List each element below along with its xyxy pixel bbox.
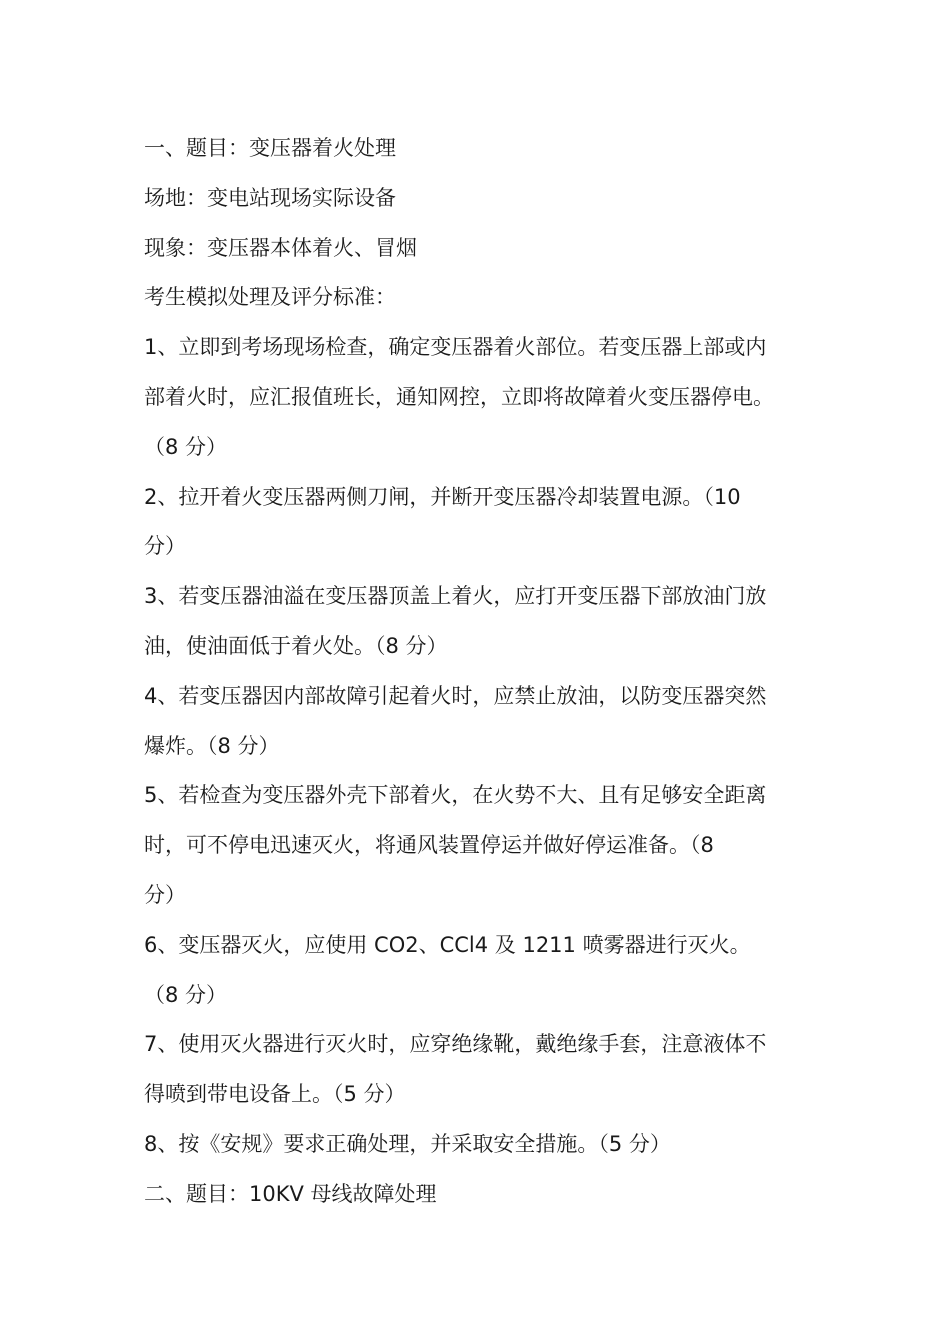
item-7-line-1: 7、使用灭火器进行灭火时，应穿绝缘靴，戴绝缘手套，注意液体不 [144, 1032, 767, 1057]
item-2-line-1: 2、拉开着火变压器两侧刀闸，并断开变压器冷却装置电源。（10 [144, 484, 741, 509]
phenomenon-line: 现象：变压器本体着火、冒烟 [144, 235, 417, 260]
item-1-line-2: 部着火时，应汇报值班长，通知网控，立即将故障着火变压器停电。 [144, 384, 774, 409]
item-6-line-1: 6、变压器灭火，应使用 CO2、CCl4 及 1211 喷雾器进行灭火。 [144, 932, 751, 957]
item-5-line-1: 5、若检查为变压器外壳下部着火，在火势不大、且有足够安全距离 [144, 783, 767, 808]
item-5-line-2: 时，可不停电迅速灭火，将通风装置停运并做好停运准备。（8 [144, 833, 714, 858]
venue-line: 场地：变电站现场实际设备 [144, 185, 396, 210]
item-3-line-2: 油，使油面低于着火处。（8 分） [144, 633, 448, 658]
document-body [144, 124, 824, 1220]
item-1-score: （8 分） [144, 434, 228, 459]
item-7-line-2: 得喷到带电设备上。（5 分） [144, 1082, 406, 1107]
item-5-line-3: 分） [144, 882, 186, 907]
item-4-line-2: 爆炸。（8 分） [144, 733, 280, 758]
item-6-score: （8 分） [144, 982, 228, 1007]
item-2-line-2: 分） [144, 534, 186, 559]
section-2-title: 二、题目：10KV 母线故障处理 [144, 1181, 437, 1206]
item-1-line-1: 1、立即到考场现场检查，确定变压器着火部位。若变压器上部或内 [144, 335, 767, 360]
item-4-line-1: 4、若变压器因内部故障引起着火时，应禁止放油，以防变压器突然 [144, 683, 767, 708]
item-8-line: 8、按《安规》要求正确处理，并采取安全措施。（5 分） [144, 1131, 671, 1156]
section-1-title: 一、题目：变压器着火处理 [144, 136, 396, 160]
scoring-heading: 考生模拟处理及评分标准： [144, 285, 396, 310]
item-3-line-1: 3、若变压器油溢在变压器顶盖上着火，应打开变压器下部放油门放 [144, 584, 767, 609]
